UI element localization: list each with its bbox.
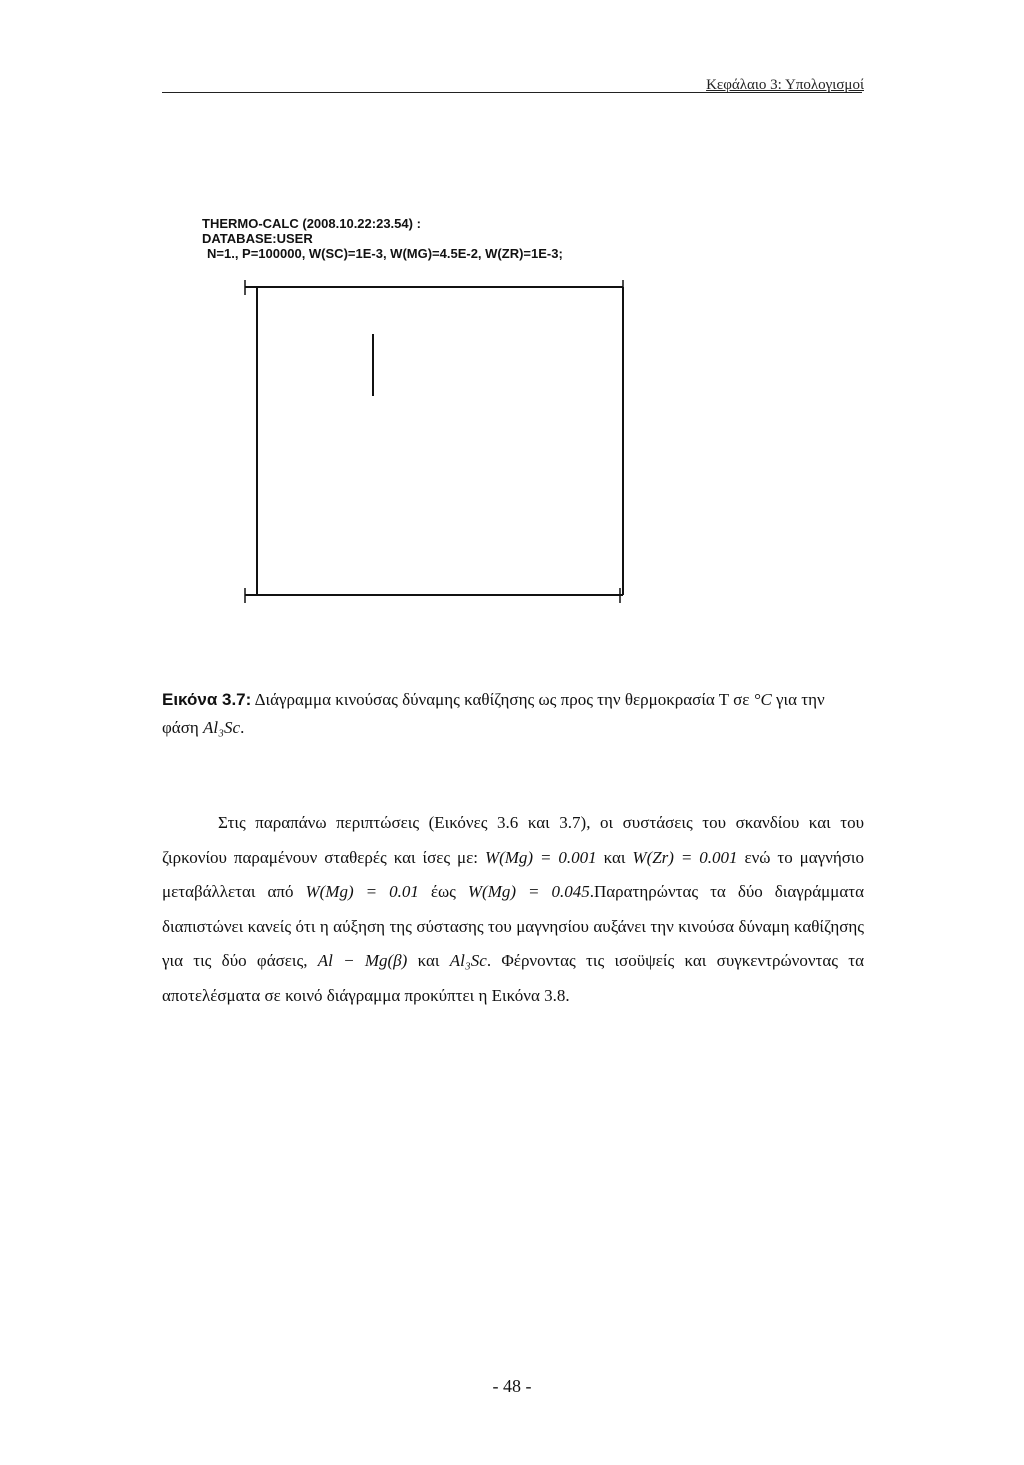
body-text-1: Στις παραπάνω περιπτώσεις (Εικόνες 3.6 και 3.7), οι συστάσεις του σκανδίου και του ζιρκονίου παραμένουν σταθερές και ίσες με:	[162, 813, 864, 867]
body-math-6: Al₃Sc	[449, 951, 487, 970]
plot-header-line-3: N=1., P=100000, W(SC)=1E-3, W(MG)=4.5E-2, W(ZR)=1E-3;	[207, 246, 563, 261]
body-math-4: W(Mg) = 0.045	[467, 882, 590, 901]
figure-label: Εικόνα 3.7:	[162, 690, 252, 709]
body-text-5: .Παρατηρώντας τα δύο διαγράμματα διαπιστώνει κανείς ότι η αύξηση της σύστασης του μαγνησίου αυξάνει την κινούσα δύναμη καθίζησης για τις δύο φάσεις,	[162, 882, 865, 970]
body-text-2: και	[596, 847, 633, 867]
body-text-6: και	[407, 951, 450, 970]
figure-caption	[162, 686, 862, 742]
caption-phase: Al₃Sc	[203, 718, 241, 737]
plot-header-line-2: DATABASE:USER	[202, 231, 313, 246]
caption-unit: °C	[753, 690, 772, 709]
running-header: Κεφάλαιο 3: Υπολογισμοί	[706, 77, 864, 93]
page-number: - 48 -	[492, 1376, 532, 1396]
caption-end: .	[240, 718, 245, 737]
caption-text-2: για την φάση	[162, 690, 825, 737]
body-text-3: ενώ το μαγνήσιο μεταβάλλεται από	[162, 847, 864, 901]
body-math-2: W(Zr) = 0.001	[632, 847, 738, 867]
plot-header-line-1: THERMO-CALC (2008.10.22:23.54) :	[202, 216, 421, 231]
body-math-3: W(Mg) = 0.01	[305, 882, 419, 901]
body-math-1: W(Mg) = 0.001	[484, 847, 597, 867]
body-paragraph	[162, 806, 864, 1013]
body-text-4: έως	[418, 882, 468, 901]
body-text-7: . Φέρνοντας τις ισοϋψείς και συγκεντρώνοντας τα αποτελέσματα σε κοινό διάγραμμα προκύπτει η Εικόνα 3.8.	[162, 951, 864, 1005]
body-math-5: Al − Mg(β)	[317, 951, 408, 970]
plot-frame	[230, 270, 650, 620]
caption-text-1: Διάγραμμα κινούσας δύναμης καθίζησης ως προς την θερμοκρασία Τ σε	[251, 690, 754, 709]
plot-header	[202, 216, 563, 261]
